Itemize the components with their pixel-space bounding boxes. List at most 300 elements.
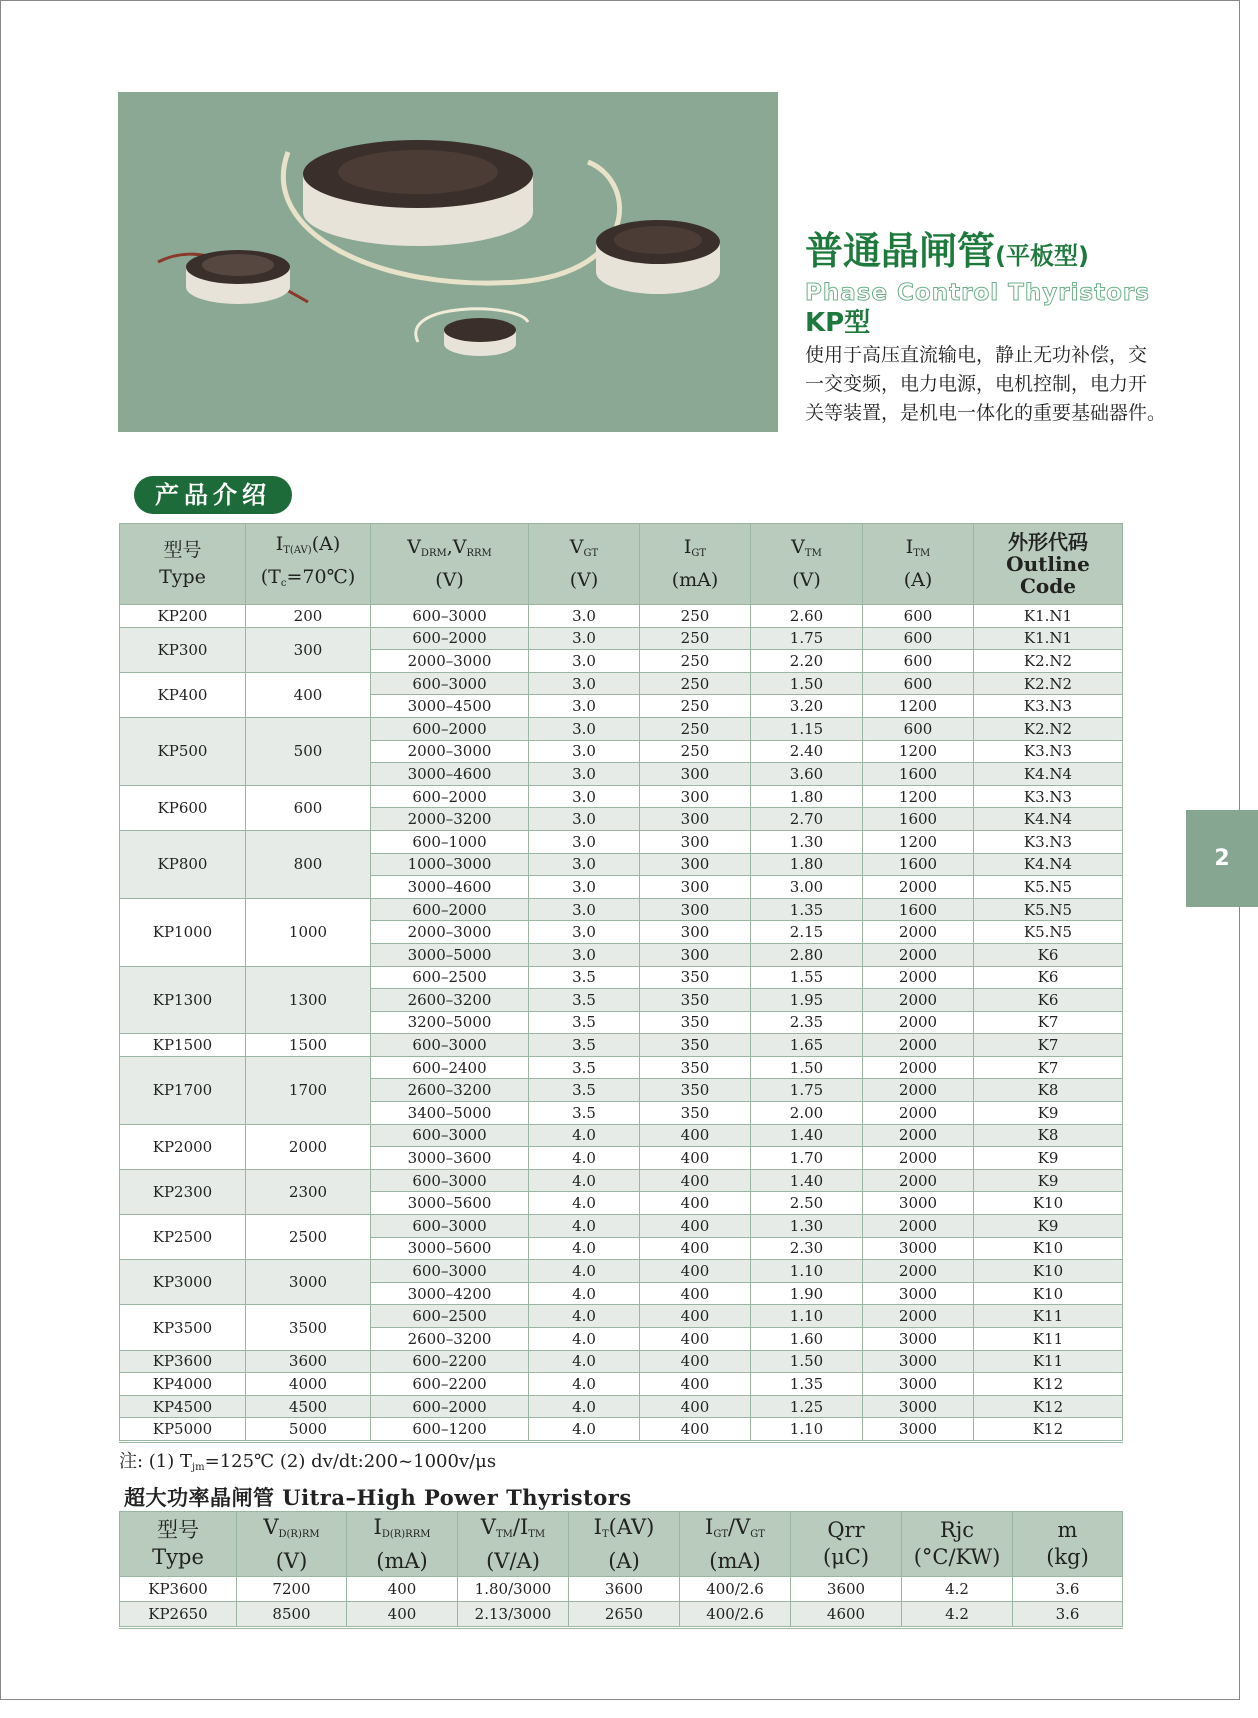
table-cell: K10 (974, 1260, 1123, 1283)
table-cell: 4.0 (529, 1328, 640, 1351)
column-header (751, 524, 863, 605)
table-cell: 3.00 (751, 876, 863, 899)
table-cell: 1.80/3000 (458, 1577, 569, 1602)
table-cell: K7 (974, 1056, 1123, 1079)
table-cell: 2000–3200 (371, 808, 529, 831)
table-cell: 250 (640, 740, 751, 763)
table-cell: 3.6 (1013, 1577, 1123, 1602)
table-cell: 3.5 (529, 1056, 640, 1079)
table-row (120, 1350, 1123, 1373)
column-header (1013, 1512, 1123, 1577)
table-cell: K9 (974, 1169, 1123, 1192)
table-cell: K8 (974, 1124, 1123, 1147)
section-badge: 产品介绍 (134, 476, 292, 514)
page-number-tab: 2 (1186, 810, 1258, 907)
table-cell: 300 (640, 830, 751, 853)
table-cell: 2000 (863, 1102, 974, 1125)
table-cell: K4.N4 (974, 808, 1123, 831)
table-cell: 600 (863, 650, 974, 673)
table-row (120, 1034, 1123, 1057)
table-cell: 600 (863, 717, 974, 740)
table-cell: 3600 (791, 1577, 902, 1602)
uhp-spec-table (119, 1511, 1123, 1629)
table-cell: K5.N5 (974, 876, 1123, 899)
table-cell: 400 (640, 1237, 751, 1260)
table-cell: 2000 (863, 1147, 974, 1170)
header-text: 型号 (163, 539, 202, 561)
table-cell: 3.0 (529, 853, 640, 876)
table-row (120, 1418, 1123, 1442)
current-cell: 500 (246, 717, 371, 785)
table-cell: 600–2200 (371, 1373, 529, 1396)
current-cell: 1500 (246, 1034, 371, 1057)
table-cell: 2000–3000 (371, 740, 529, 763)
table-cell: K9 (974, 1215, 1123, 1238)
header-subscript: T (601, 1528, 609, 1540)
table-cell: 400/2.6 (680, 1577, 791, 1602)
table-cell: K2.N2 (974, 650, 1123, 673)
header-line (371, 534, 528, 567)
table-cell: K10 (974, 1282, 1123, 1305)
header-line (458, 1514, 568, 1548)
table-cell: 3000 (863, 1350, 974, 1373)
table-cell: 600 (863, 627, 974, 650)
table-cell: K5.N5 (974, 898, 1123, 921)
table-cell: 3.5 (529, 966, 640, 989)
table-cell: 4.0 (529, 1395, 640, 1418)
header-line (1013, 1517, 1122, 1544)
header-line (1013, 1544, 1122, 1571)
table-cell: 3.5 (529, 1079, 640, 1102)
table-cell: 3.0 (529, 627, 640, 650)
table-cell: 300 (640, 853, 751, 876)
header-text: Code (1020, 574, 1076, 598)
table-cell: 350 (640, 1034, 751, 1057)
table-cell: 3.0 (529, 943, 640, 966)
table-cell: 1.35 (751, 898, 863, 921)
header-text: (V/A) (486, 1548, 540, 1573)
type-cell: KP1500 (120, 1034, 246, 1057)
header-text: (mA) (376, 1548, 428, 1573)
column-header (347, 1512, 458, 1577)
header-text: V (263, 1514, 279, 1539)
header-line (120, 1544, 236, 1571)
table-cell: K3.N3 (974, 740, 1123, 763)
table-row (120, 1305, 1123, 1328)
table-cell: 4.0 (529, 1305, 640, 1328)
table-cell: 250 (640, 717, 751, 740)
table-cell: 1.30 (751, 1215, 863, 1238)
table-cell: K1.N1 (974, 627, 1123, 650)
header-line (974, 553, 1122, 575)
column-header (120, 524, 246, 605)
column-header (120, 1512, 237, 1577)
table-cell: 4.0 (529, 1260, 640, 1283)
table-cell: K5.N5 (974, 921, 1123, 944)
table-cell: 2000 (863, 1305, 974, 1328)
type-cell: KP1000 (120, 898, 246, 966)
table-cell: K11 (974, 1350, 1123, 1373)
table-cell: 400 (640, 1169, 751, 1192)
product-title-en: Phase Control Thyristors (805, 280, 1150, 306)
table-cell: 2000–3000 (371, 650, 529, 673)
table-cell: KP3600 (120, 1577, 237, 1602)
table-cell: 250 (640, 605, 751, 628)
header-text: (kg) (1046, 1545, 1089, 1569)
table-cell: 400/2.6 (680, 1602, 791, 1628)
header-subscript: D(R)RRM (381, 1528, 431, 1540)
table-cell: 1.80 (751, 785, 863, 808)
header-subscript: TM (495, 1528, 513, 1540)
current-cell: 400 (246, 672, 371, 717)
table-cell: 1600 (863, 808, 974, 831)
header-line (974, 575, 1122, 597)
table-cell: 600–2000 (371, 1395, 529, 1418)
table-cell: 2000 (863, 1079, 974, 1102)
table-cell: 3000 (863, 1282, 974, 1305)
table-cell: 1.80 (751, 853, 863, 876)
header-line (569, 1514, 679, 1548)
table-cell: 400 (640, 1350, 751, 1373)
table-cell: 300 (640, 763, 751, 786)
header-text: (V) (275, 1548, 308, 1573)
table-cell: 2600–3200 (371, 989, 529, 1012)
current-cell: 600 (246, 785, 371, 830)
table-cell: 400 (640, 1418, 751, 1442)
table-cell: 3.0 (529, 785, 640, 808)
table-cell: 3.0 (529, 876, 640, 899)
table-cell: 2000 (863, 876, 974, 899)
table-cell: K11 (974, 1305, 1123, 1328)
table-cell: 4.0 (529, 1237, 640, 1260)
table-cell: 350 (640, 1079, 751, 1102)
type-cell: KP300 (120, 627, 246, 672)
header-subscript: D(R)RM (278, 1528, 320, 1540)
table-cell: 3000–5000 (371, 943, 529, 966)
header-line (751, 567, 862, 594)
table-cell: 3000–4600 (371, 876, 529, 899)
table-cell: 3000 (863, 1192, 974, 1215)
header-text: I (593, 1514, 602, 1539)
title-block (805, 228, 1225, 428)
header-line (237, 1514, 346, 1548)
header-text: V (407, 536, 421, 558)
table-row (120, 672, 1123, 695)
header-line (529, 567, 639, 594)
table-cell: 1.25 (751, 1395, 863, 1418)
table-row (120, 1056, 1123, 1079)
table-cell: 250 (640, 650, 751, 673)
table-cell: 3.0 (529, 921, 640, 944)
table-cell: 3000–5600 (371, 1192, 529, 1215)
current-cell: 2000 (246, 1124, 371, 1169)
header-text: Qrr (827, 1518, 865, 1542)
table-cell: 3000–4200 (371, 1282, 529, 1305)
table-cell: 4.0 (529, 1350, 640, 1373)
table-cell: K10 (974, 1192, 1123, 1215)
header-line (863, 567, 973, 594)
header-text: I (275, 533, 284, 555)
table-cell: 3.0 (529, 898, 640, 921)
table-cell: 3.20 (751, 695, 863, 718)
table-cell: K10 (974, 1237, 1123, 1260)
table-cell: 400 (640, 1395, 751, 1418)
table-cell: 300 (640, 943, 751, 966)
table-cell: 600–2400 (371, 1056, 529, 1079)
header-text: V (480, 1514, 496, 1539)
table-cell: 3200–5000 (371, 1011, 529, 1034)
table-cell: K3.N3 (974, 695, 1123, 718)
type-cell: KP4500 (120, 1395, 246, 1418)
table-row (120, 1169, 1123, 1192)
header-text: (mA) (671, 569, 719, 591)
table-row (120, 1395, 1123, 1418)
table-cell: 3.0 (529, 717, 640, 740)
table-cell: 3.0 (529, 808, 640, 831)
table-cell: 7200 (237, 1577, 347, 1602)
column-header (680, 1512, 791, 1577)
table-row (120, 627, 1123, 650)
table-cell: 4.0 (529, 1215, 640, 1238)
table-cell: K7 (974, 1034, 1123, 1057)
header-line (680, 1548, 790, 1575)
table-cell: 4600 (791, 1602, 902, 1628)
header-line (791, 1544, 901, 1571)
table-row (120, 1373, 1123, 1396)
table-cell: 2650 (569, 1602, 680, 1628)
header-text: (°C/KW) (913, 1545, 1001, 1569)
current-cell: 5000 (246, 1418, 371, 1442)
column-header (791, 1512, 902, 1577)
current-cell: 800 (246, 830, 371, 898)
header-subscript: DRM (420, 548, 447, 559)
table-cell: 2600–3200 (371, 1328, 529, 1351)
table-cell: 3000 (863, 1237, 974, 1260)
table-cell: 400 (640, 1124, 751, 1147)
table-cell: 300 (640, 898, 751, 921)
table-cell: 400 (640, 1305, 751, 1328)
column-header (237, 1512, 347, 1577)
header-text: I (905, 536, 914, 558)
table-cell: 2.80 (751, 943, 863, 966)
table-cell: 600–2000 (371, 717, 529, 740)
column-header (640, 524, 751, 605)
table-cell: 2000 (863, 966, 974, 989)
table-cell: 1.50 (751, 1056, 863, 1079)
header-text: (V) (435, 569, 464, 591)
table-cell: 2.40 (751, 740, 863, 763)
table-cell: 2000 (863, 921, 974, 944)
table-cell: 1.75 (751, 627, 863, 650)
table-cell: 400 (640, 1282, 751, 1305)
type-cell: KP3000 (120, 1260, 246, 1305)
table-cell: K2.N2 (974, 717, 1123, 740)
table-cell: 1.60 (751, 1328, 863, 1351)
header-text: (V) (569, 569, 599, 591)
header-text: (A) (311, 533, 341, 555)
table-cell: 1.65 (751, 1034, 863, 1057)
table-cell: 3.5 (529, 1011, 640, 1034)
table-cell: 1000–3000 (371, 853, 529, 876)
table-cell: K6 (974, 966, 1123, 989)
table-cell: 350 (640, 989, 751, 1012)
table-cell: 2.50 (751, 1192, 863, 1215)
table-cell: 400 (347, 1577, 458, 1602)
product-description: 使用于高压直流输电，静止无功补偿，交 一交变频，电力电源，电机控制，电力开 关等装置，是机电一体化的重要基础器件。 (805, 344, 1167, 424)
header-subscript: T(AV) (283, 545, 312, 556)
table-cell: 1200 (863, 785, 974, 808)
header-line (246, 531, 370, 564)
table-row (120, 1215, 1123, 1238)
table-cell: 400 (640, 1215, 751, 1238)
current-cell: 4500 (246, 1395, 371, 1418)
table-row (120, 830, 1123, 853)
table-cell: 1.10 (751, 1418, 863, 1442)
table-cell: 3000 (863, 1418, 974, 1442)
header-text: (mA) (709, 1548, 761, 1573)
column-header (863, 524, 974, 605)
header-text: =70℃) (286, 566, 356, 588)
table-cell: 3400–5000 (371, 1102, 529, 1125)
table-cell: 350 (640, 1102, 751, 1125)
header-text: m (1057, 1518, 1078, 1542)
table-cell: 3.0 (529, 672, 640, 695)
table-cell: K8 (974, 1079, 1123, 1102)
table-cell: 1.95 (751, 989, 863, 1012)
table-cell: K9 (974, 1147, 1123, 1170)
table-cell: 4.2 (902, 1577, 1013, 1602)
header-subscript: GT (713, 1528, 729, 1540)
table-cell: 2000 (863, 1011, 974, 1034)
table-cell: 2000–3000 (371, 921, 529, 944)
type-cell: KP5000 (120, 1418, 246, 1442)
table-cell: 3000–4500 (371, 695, 529, 718)
header-line (640, 567, 750, 594)
header-line (246, 564, 370, 597)
header-text: Type (159, 566, 206, 588)
table-cell: 1.70 (751, 1147, 863, 1170)
table-cell: K12 (974, 1373, 1123, 1396)
table-cell: 3.6 (1013, 1602, 1123, 1628)
table-cell: 250 (640, 672, 751, 695)
table-cell: 600 (863, 672, 974, 695)
table-cell: 400 (640, 1147, 751, 1170)
header-line (902, 1544, 1012, 1571)
table-cell: 1.10 (751, 1305, 863, 1328)
header-text: Outline (1006, 552, 1090, 576)
header-text: /I (512, 1514, 529, 1539)
table-cell: 1.40 (751, 1124, 863, 1147)
table-row (120, 1124, 1123, 1147)
table-cell: 3000 (863, 1395, 974, 1418)
type-cell: KP2000 (120, 1124, 246, 1169)
current-cell: 1300 (246, 966, 371, 1034)
type-cell: KP1700 (120, 1056, 246, 1124)
table-cell: K9 (974, 1102, 1123, 1125)
header-subscript: TM (913, 548, 931, 559)
table-cell: 400 (640, 1328, 751, 1351)
table-cell: 1.30 (751, 830, 863, 853)
table-cell: 600–3000 (371, 1169, 529, 1192)
table-cell: 4.2 (902, 1602, 1013, 1628)
uhp-section-title: 超大功率晶闸管 Uitra–High Power Thyristors (124, 1485, 632, 1510)
table-cell: 3.5 (529, 989, 640, 1012)
table-cell: K1.N1 (974, 605, 1123, 628)
table-row (120, 1602, 1123, 1628)
header-row (120, 1512, 1123, 1577)
table-cell: 400 (640, 1192, 751, 1215)
current-cell: 3500 (246, 1305, 371, 1350)
table-cell: 600–2200 (371, 1350, 529, 1373)
table-row (120, 898, 1123, 921)
table-cell: 3.5 (529, 1034, 640, 1057)
table-cell: 2.15 (751, 921, 863, 944)
header-text: (A) (608, 1548, 640, 1573)
spec-table (119, 523, 1123, 1443)
product-photo (118, 92, 778, 432)
current-cell: 3600 (246, 1350, 371, 1373)
table-cell: 600–1000 (371, 830, 529, 853)
table-cell: K3.N3 (974, 830, 1123, 853)
type-cell: KP2300 (120, 1169, 246, 1214)
current-cell: 4000 (246, 1373, 371, 1396)
type-cell: KP2500 (120, 1215, 246, 1260)
table-cell: K4.N4 (974, 763, 1123, 786)
header-line (529, 534, 639, 567)
header-text: Type (152, 1545, 204, 1569)
table-cell: 3000 (863, 1328, 974, 1351)
table-cell: KP2650 (120, 1602, 237, 1628)
table-cell: 1.10 (751, 1260, 863, 1283)
table-cell: 3.0 (529, 605, 640, 628)
current-cell: 1000 (246, 898, 371, 966)
table-cell: 2600–3200 (371, 1079, 529, 1102)
table-cell: K12 (974, 1418, 1123, 1442)
current-cell: 200 (246, 605, 371, 628)
header-text: (μC) (822, 1545, 870, 1569)
table-cell: 400 (640, 1373, 751, 1396)
table-cell: 1600 (863, 763, 974, 786)
table-cell: 2000 (863, 943, 974, 966)
table-cell: K6 (974, 943, 1123, 966)
table-cell: 2000 (863, 1056, 974, 1079)
table-cell: 3000 (863, 1373, 974, 1396)
header-text: /V (728, 1514, 751, 1539)
header-line (347, 1514, 457, 1548)
table-cell: 2.60 (751, 605, 863, 628)
header-subscript: GT (691, 548, 707, 559)
header-line (569, 1548, 679, 1575)
header-line (458, 1548, 568, 1575)
table-cell: 300 (640, 921, 751, 944)
header-row (120, 524, 1123, 605)
table-cell: 600–3000 (371, 1215, 529, 1238)
header-text: Rjc (939, 1518, 975, 1542)
header-subscript: GT (583, 548, 599, 559)
table-cell: 3.0 (529, 650, 640, 673)
type-cell: KP400 (120, 672, 246, 717)
table-cell: 3000–4600 (371, 763, 529, 786)
table-cell: K3.N3 (974, 785, 1123, 808)
column-header (902, 1512, 1013, 1577)
column-header (371, 524, 529, 605)
header-subscript: RRM (466, 548, 492, 559)
table-row (120, 1260, 1123, 1283)
header-line (863, 534, 973, 567)
type-cell: KP3500 (120, 1305, 246, 1350)
type-cell: KP200 (120, 605, 246, 628)
header-text: (T (260, 566, 281, 588)
